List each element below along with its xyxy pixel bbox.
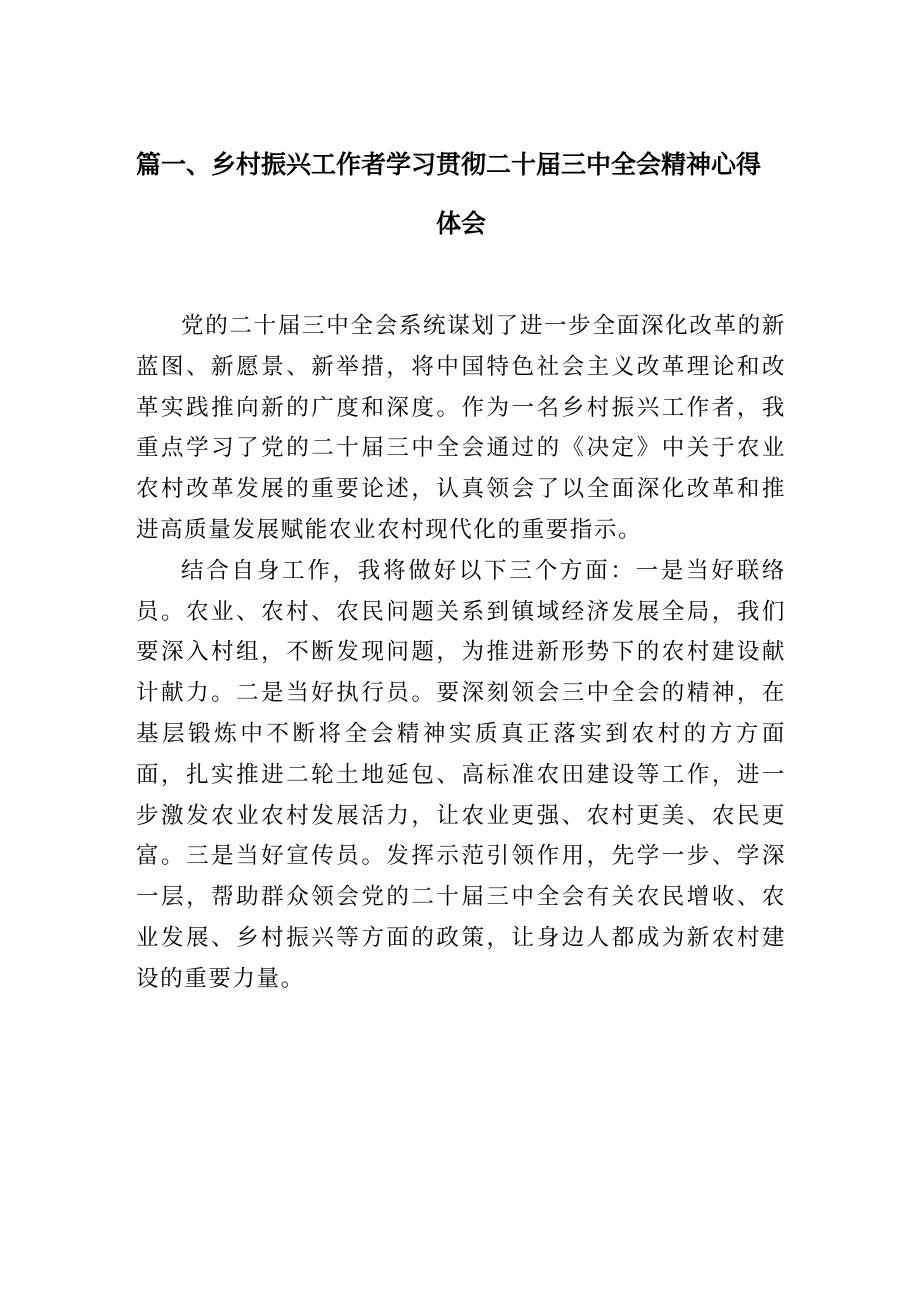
paragraph-2: 结合自身工作，我将做好以下三个方面：一是当好联络员。农业、农村、农民问题关系到镇域经济发展全局，我们要深入村组，不断发现问题，为推进新形势下的农村建设献计献力。二是当好执行员。要深刻领会三中全会的精神，在基层锻炼中不断将全会精神实质真正落实到农村的方方面面，扎实推进二轮土地延包、高标准农田建设等工作，进一步激发农业农村发展活力，让农业更强、农村更美、农民更富。三是当好宣传员。发挥示范引领作用，先学一步、学深一层，帮助群众领会党的二十届三中全会有关农民增收、农业发展、乡村振兴等方面的政策，让身边人都成为新农村建设的重要力量。 (136, 557, 786, 992)
document-title-line-2: 体会 (435, 209, 486, 238)
document-title-line-1: 篇一、乡村振兴工作者学习贯彻二十届三中全会精神心得 (136, 150, 762, 179)
paragraph-1: 党的二十届三中全会系统谋划了进一步全面深化改革的新蓝图、新愿景、新举措，将中国特色社会主义改革理论和改革实践推向新的广度和深度。作为一名乡村振兴工作者，我重点学习了党的二十届三中全会通过的《决定》中关于农业农村改革发展的重要论述，认真领会了以全面深化改革和推进高质量发展赋能农业农村现代化的重要指示。 (136, 313, 786, 543)
document-body (136, 306, 786, 1000)
